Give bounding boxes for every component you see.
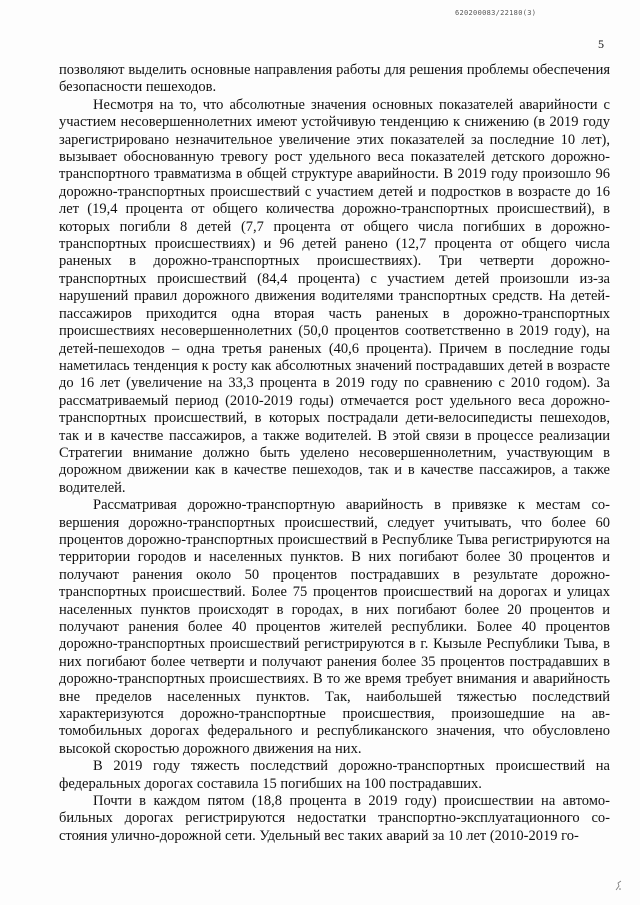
paragraph: В 2019 году тяжесть последствий дорожно-транспортных происшествий на федеральных дорогах составила 15 погибших на 100 пострадавших. [59,758,610,792]
body-text [59,62,610,845]
page-number: 5 [598,37,604,51]
paragraph: Рассматривая дорожно-транспортную аварийность в привязке к местам совершения дорожно-транспортных происшествий, следует учитывать, что более 60 процентов дорожно-транспортных происшествий в Республике Тыва регистрируются на территории городов и населенных пунктов. В них погибают более 30 процентов и получают ранения около 50 процентов пострадавших в результате дорожно-транспортных происшествий. Более 75 процентов происшествий на дорогах и улицах населенных пунктов происходят в городах, в них погибают более 20 процентов и получают ранения более 40 процентов жителей республики. Более 40 процентов дорожно-транспортных происшествий регистрируются в г. Кызыле Республики Тыва, в них погибают более четверти и получают ранения более 35 процентов пострадавших в дорожно-транспортных происшествиях. В то же время требует внимания и аварийность вне пределов населенных пунктов. Так, наибольшей тяжестью последствий характеризуются дорожно-транспортные происшествия, произошедшие на автомобильных дорогах федерального и республиканского значения, что обусловлено высокой скоростью дорожного движения на них. [59,497,610,757]
paragraph: позволяют выделить основные направления работы для решения проблемы обеспечения безопасности пешеходов. [59,62,610,96]
scan-mark-icon [614,880,624,892]
document-id: 620200083/22180(3) [455,9,537,17]
paragraph: Почти в каждом пятом (18,8 процента в 2019 году) происшествии на автомобильных дорогах регистрируются недостатки транспортно-эксплуатационного состояния улично-дорожной сети. Удельный вес таких аварий за 10 лет (2010-2019 го- [59,793,610,844]
paragraph: Несмотря на то, что абсолютные значения основных показателей аварийности с участием несовершеннолетних имеют устойчивую тенденцию к снижению (в 2019 году зарегистрировано незначительное увеличение этих показателей за последние 10 лет), вызывает обоснованную тревогу рост удельного веса показателей детского дорожно-транспортного травматизма в общей структуре аварийности. В 2019 году произошло 96 дорожно-транспортных происшествий с участием детей и подростков в возрасте до 16 лет (19,4 процента от общего количества дорожно-транспортных происшествий), в которых погибли 8 детей (7,7 процента от общего числа погибших в дорожно-транспортных происшествиях) и 96 детей ранено (12,7 процента от общего числа раненых в дорожно-транспортных происшествиях). Три четверти дорожно-транспортных происшествий (84,4 процента) с участием детей произошли из-за нарушений правил дорожного движения водителями транспортных средств. На детей-пассажиров приходится одна вторая часть раненых в дорожно-транспортных происшествиях несовершеннолетних (50,0 процентов соответственно в 2019 году), на детей-пешеходов – одна третья раненых (40,6 процента). Причем в последние годы наметилась тенденция к росту как абсолютных значений пострадавших детей в возрасте до 16 лет (увеличение на 33,3 процента в 2019 году по сравнению с 2010 годом). За рассматриваемый период (2010-2019 годы) отмечается рост удельного веса дорожно-транспортных происшествий, в которых пострадали дети-велосипедисты пешеходов, так и в качестве пассажиров, а также водителей. В этой связи в процессе реализации Стратегии внимание должно быть уделено несовершеннолетним, участвующим в дорожном движении как в качестве пешеходов, так и в качестве пассажиров, а также водителей. [59,96,610,496]
